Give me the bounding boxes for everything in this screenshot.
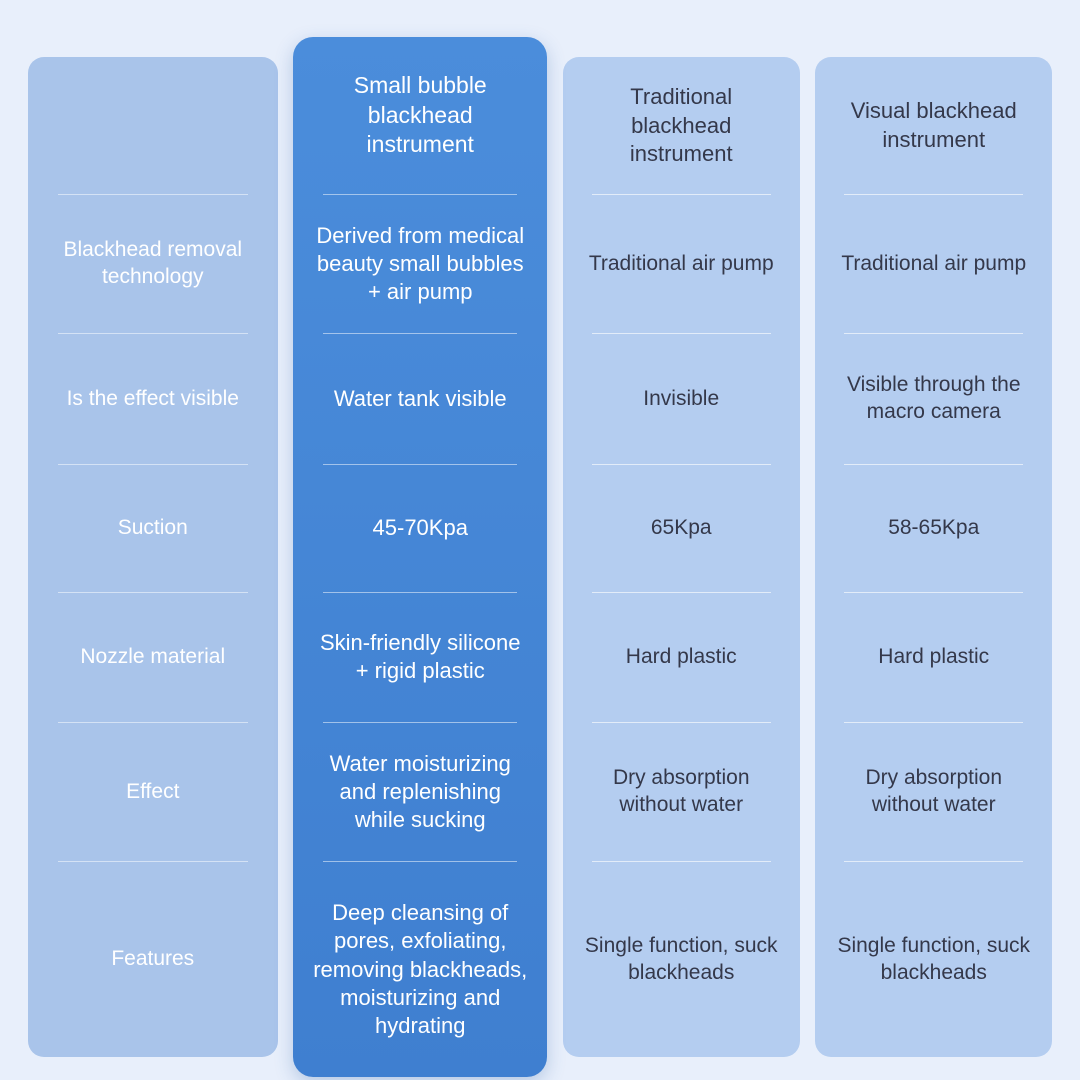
cell-visibility: Invisible — [643, 386, 720, 410]
row-label-effect: Effect — [126, 779, 180, 803]
column-gap — [278, 57, 294, 67]
row-label-nozzle-material: Nozzle material — [80, 644, 226, 668]
column-traditional-blackhead-instrument — [563, 57, 800, 1057]
cell-features: Single function, suck blackheads — [584, 933, 778, 984]
column-header-visual: Visual blackhead instrument — [850, 98, 1017, 152]
column-header-small-bubble: Small bubble blackhead instrument — [353, 72, 487, 158]
column-gap — [800, 57, 816, 67]
cell-features: Single function, suck blackheads — [837, 933, 1031, 984]
column-row-labels — [28, 57, 278, 1057]
comparison-table — [28, 57, 1052, 1057]
cell-visibility: Water tank visible — [333, 385, 507, 411]
column-header-traditional: Traditional blackhead instrument — [629, 84, 733, 166]
cell-suction: 65Kpa — [650, 515, 712, 539]
cell-features: Deep cleansing of pores, exfoliating, removing blackheads, moisturizing and hydrating — [313, 900, 528, 1038]
cell-suction: 45-70Kpa — [372, 515, 468, 541]
cell-effect: Water moisturizing and replenishing while sucking — [329, 750, 511, 833]
row-label-suction: Suction — [117, 515, 188, 539]
cell-technology: Traditional air pump — [588, 251, 774, 275]
cell-nozzle-material: Skin-friendly silicone + rigid plastic — [319, 630, 521, 684]
cell-nozzle-material: Hard plastic — [625, 644, 737, 668]
cell-effect: Dry absorption without water — [865, 766, 1003, 817]
cell-effect: Dry absorption without water — [612, 766, 750, 817]
cell-suction: 58-65Kpa — [888, 515, 980, 539]
cell-nozzle-material: Hard plastic — [878, 644, 990, 668]
row-label-header — [42, 57, 264, 194]
cell-visibility: Visible through the macro camera — [846, 373, 1021, 423]
row-label-is-the-effect-visible: Is the effect visible — [66, 386, 239, 410]
column-gap — [547, 57, 563, 67]
row-label-features: Features — [111, 947, 195, 971]
column-visual-blackhead-instrument — [815, 57, 1052, 1057]
column-small-bubble-blackhead-instrument — [293, 37, 547, 1077]
row-label-blackhead-removal-technology: Blackhead removal technology — [63, 238, 243, 289]
cell-technology: Derived from medical beauty small bubbles + air pump — [316, 222, 525, 305]
cell-technology: Traditional air pump — [841, 251, 1027, 275]
